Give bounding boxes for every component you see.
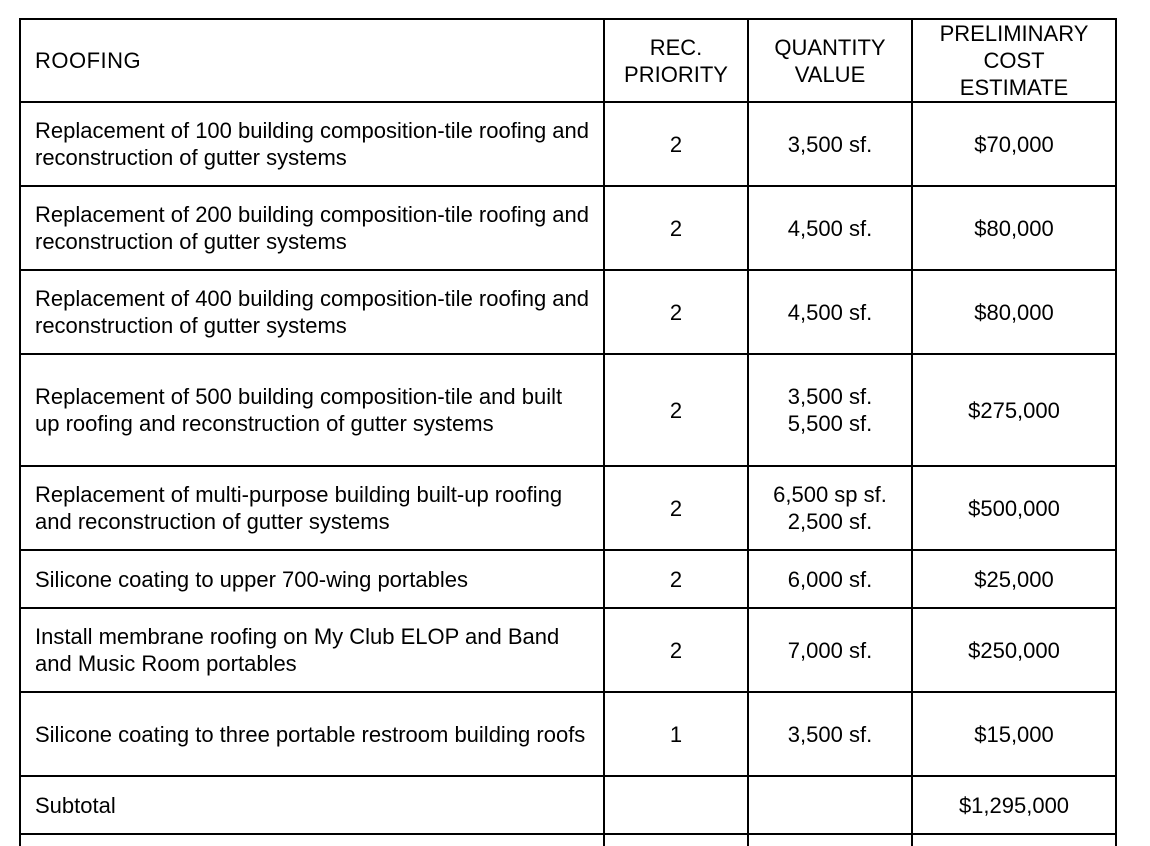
row-cost: $25,000 — [912, 550, 1116, 608]
table-row — [20, 466, 1116, 550]
column-header-cost — [912, 19, 1116, 102]
table-row — [20, 102, 1116, 186]
row-quantity — [748, 466, 912, 550]
row-description: Replacement of 500 building composition-tile and built up roofing and reconstruction of gutter systems — [20, 354, 604, 466]
row-priority: 2 — [604, 608, 748, 692]
table-row — [20, 186, 1116, 270]
row-cost: $275,000 — [912, 354, 1116, 466]
quantity-line: 7,000 sf. — [787, 637, 873, 663]
row-description: Replacement of multi-purpose building built-up roofing and reconstruction of gutter systems — [20, 466, 604, 550]
row-description: Silicone coating to three portable restroom building roofs — [20, 692, 604, 776]
quantity-line: 3,500 sf. — [787, 131, 873, 157]
quantity-line: 3,500 sf. — [787, 384, 873, 409]
quantity-line: 5,500 sf. — [787, 411, 873, 436]
quantity-line: 3,500 sf. — [787, 721, 873, 747]
table-row — [20, 608, 1116, 692]
column-header-line: COST ESTIMATE — [959, 48, 1069, 100]
row-cost: $80,000 — [912, 270, 1116, 354]
column-header-line: PRELIMINARY — [939, 21, 1089, 46]
table-header-row — [20, 19, 1116, 102]
table-row — [20, 354, 1116, 466]
row-priority: 2 — [604, 270, 748, 354]
row-priority: 2 — [604, 466, 748, 550]
column-header-line: PRIORITY — [624, 61, 728, 87]
row-description: Replacement of 200 building composition-tile roofing and reconstruction of gutter systems — [20, 186, 604, 270]
row-quantity — [748, 550, 912, 608]
row-quantity — [748, 102, 912, 186]
row-description: Replacement of 100 building composition-tile roofing and reconstruction of gutter systems — [20, 102, 604, 186]
table-row — [20, 692, 1116, 776]
row-priority: 2 — [604, 102, 748, 186]
row-quantity — [748, 186, 912, 270]
row-priority: 2 — [604, 186, 748, 270]
column-header-quantity — [748, 19, 912, 102]
row-quantity — [748, 692, 912, 776]
truncated-cell — [748, 834, 912, 846]
row-priority: 2 — [604, 550, 748, 608]
column-header-line: REC. — [649, 34, 703, 60]
row-cost: $70,000 — [912, 102, 1116, 186]
subtotal-row — [20, 776, 1116, 834]
subtotal-priority-empty — [604, 776, 748, 834]
quantity-line: 4,500 sf. — [787, 299, 873, 325]
row-cost: $80,000 — [912, 186, 1116, 270]
truncated-row — [20, 834, 1116, 846]
column-header-line: QUANTITY — [774, 34, 886, 60]
row-priority: 1 — [604, 692, 748, 776]
subtotal-label: Subtotal — [20, 776, 604, 834]
row-description: Install membrane roofing on My Club ELOP and Band and Music Room portables — [20, 608, 604, 692]
quantity-line: 6,500 sp sf. — [773, 482, 887, 507]
table-row — [20, 270, 1116, 354]
row-description: Silicone coating to upper 700-wing portables — [20, 550, 604, 608]
row-quantity — [748, 354, 912, 466]
section-title: ROOFING — [20, 19, 604, 102]
quantity-line: 6,000 sf. — [787, 566, 873, 592]
row-quantity — [748, 608, 912, 692]
quantity-line: 2,500 sf. — [787, 509, 873, 534]
row-description: Replacement of 400 building composition-tile roofing and reconstruction of gutter systems — [20, 270, 604, 354]
row-cost: $500,000 — [912, 466, 1116, 550]
row-priority: 2 — [604, 354, 748, 466]
subtotal-value: $1,295,000 — [912, 776, 1116, 834]
truncated-cell — [604, 834, 748, 846]
subtotal-quantity-empty — [748, 776, 912, 834]
row-quantity — [748, 270, 912, 354]
row-cost: $15,000 — [912, 692, 1116, 776]
row-cost: $250,000 — [912, 608, 1116, 692]
roofing-cost-table — [19, 18, 1117, 846]
table-row — [20, 550, 1116, 608]
quantity-line: 4,500 sf. — [787, 215, 873, 241]
column-header-line: VALUE — [794, 61, 866, 87]
truncated-cell — [20, 834, 604, 846]
column-header-priority — [604, 19, 748, 102]
truncated-cell — [912, 834, 1116, 846]
